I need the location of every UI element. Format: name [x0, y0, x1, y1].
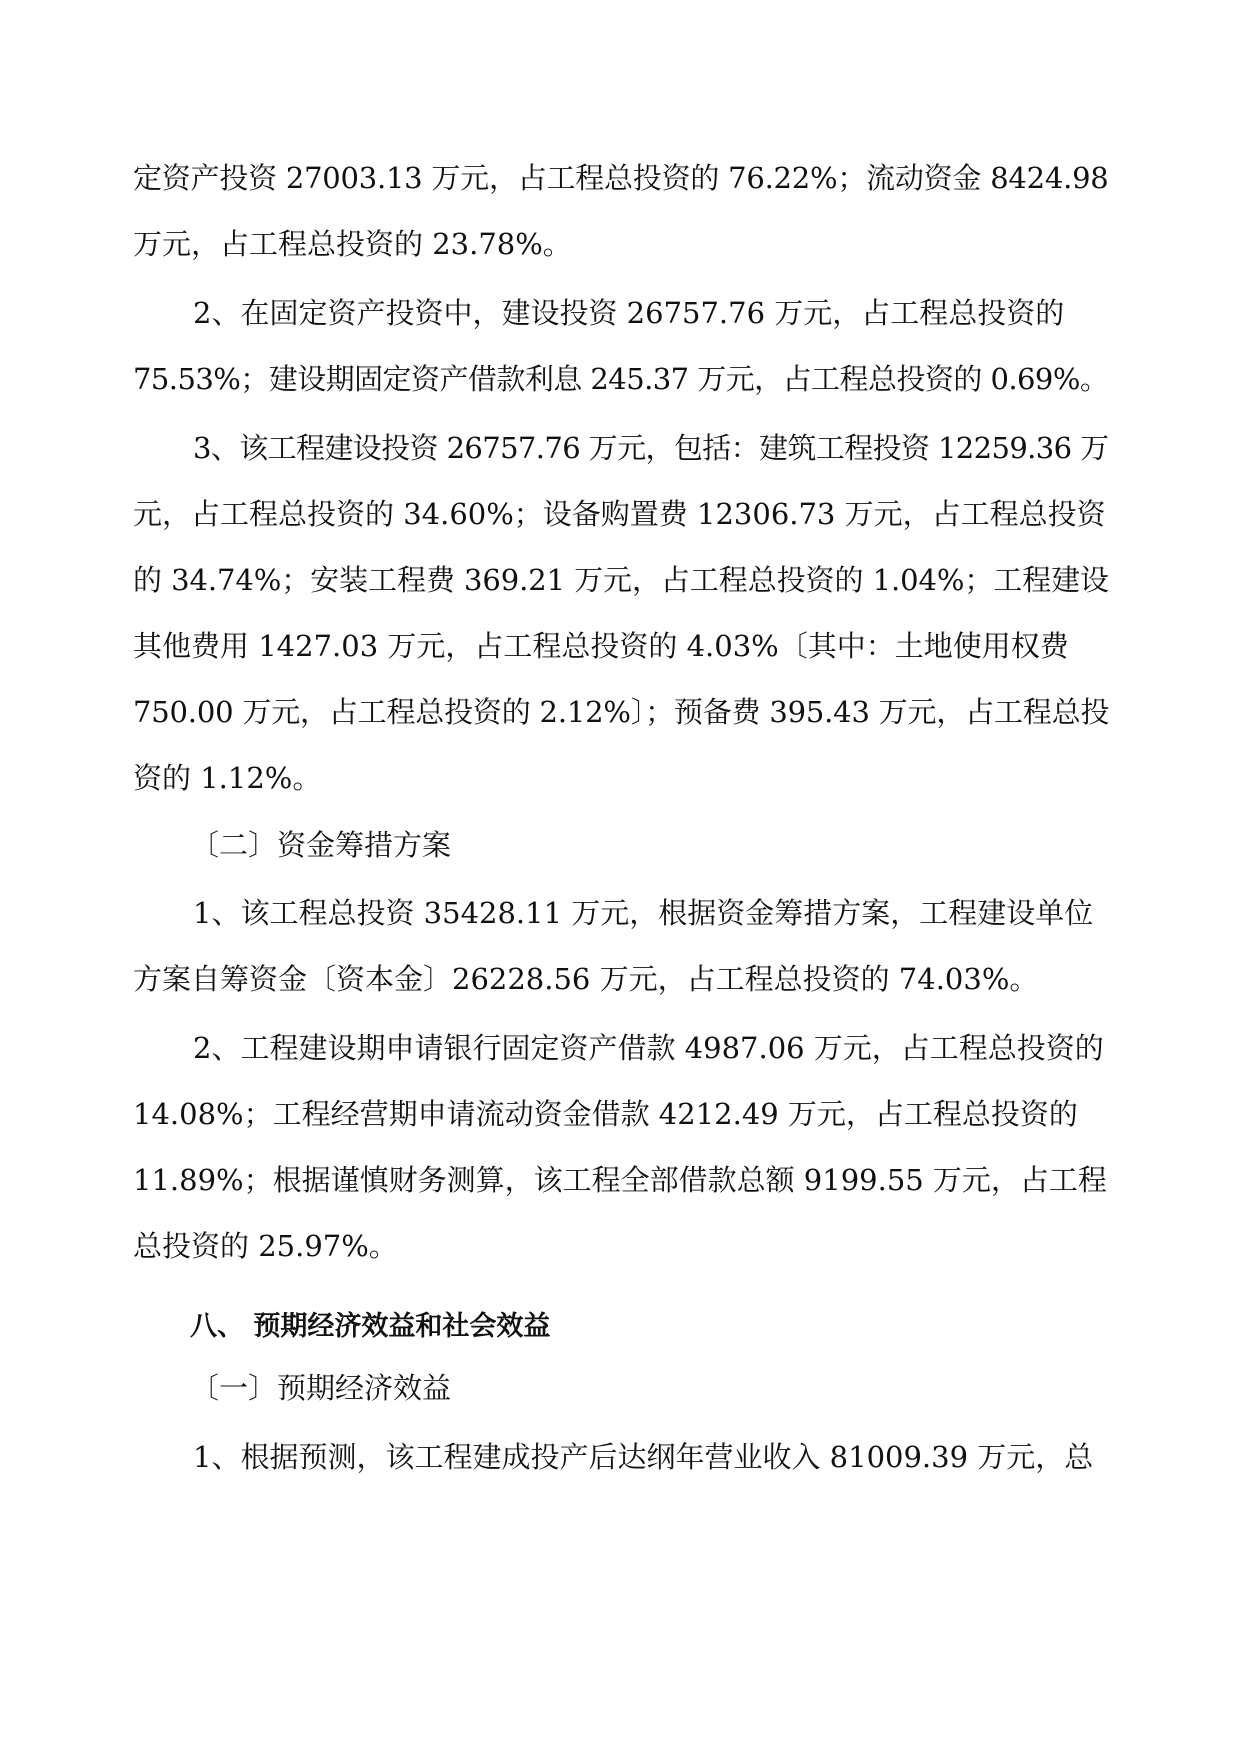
- paragraph-1-line-1: 定资产投资 27003.13 万元，占工程总投资的 76.22%；流动资金 8424.98: [133, 161, 1109, 195]
- section-heading-funding-plan: 〔二〕资金筹措方案: [190, 828, 452, 862]
- paragraph-6-line-1: 1、根据预测，该工程建成投产后达纲年营业收入 81009.39 万元，总: [193, 1440, 1094, 1474]
- paragraph-5-line-4: 总投资的 25.97%。: [133, 1229, 398, 1263]
- section-heading-expected-economic-benefits: 〔一〕预期经济效益: [190, 1371, 452, 1405]
- paragraph-3-line-2: 元，占工程总投资的 34.60%；设备购置费 12306.73 万元，占工程总投资: [133, 497, 1106, 531]
- paragraph-5-line-2: 14.08%；工程经营期申请流动资金借款 4212.49 万元，占工程总投资的: [133, 1097, 1078, 1131]
- paragraph-3-line-1: 3、该工程建设投资 26757.76 万元，包括：建筑工程投资 12259.36 万: [193, 431, 1109, 465]
- paragraph-4-line-2: 方案自筹资金〔资本金〕26228.56 万元，占工程总投资的 74.03%。: [133, 962, 1039, 996]
- paragraph-3-line-3: 的 34.74%；安装工程费 369.21 万元，占工程总投资的 1.04%；工程建设: [133, 563, 1109, 597]
- paragraph-5-line-1: 2、工程建设期申请银行固定资产借款 4987.06 万元，占工程总投资的: [193, 1031, 1104, 1065]
- paragraph-5-line-3: 11.89%；根据谨慎财务测算，该工程全部借款总额 9199.55 万元，占工程: [133, 1163, 1107, 1197]
- paragraph-2-line-2: 75.53%；建设期固定资产借款利息 245.37 万元，占工程总投资的 0.69%。: [133, 362, 1109, 396]
- paragraph-2-line-1: 2、在固定资产投资中，建设投资 26757.76 万元，占工程总投资的: [193, 296, 1065, 330]
- chapter-heading-economic-social-benefits: 八、 预期经济效益和社会效益: [190, 1311, 551, 1342]
- paragraph-3-line-6: 资的 1.12%。: [133, 761, 322, 795]
- paragraph-3-line-5: 750.00 万元，占工程总投资的 2.12%〕；预备费 395.43 万元，占工程总投: [133, 695, 1110, 729]
- paragraph-4-line-1: 1、该工程总投资 35428.11 万元，根据资金筹措方案，工程建设单位: [193, 896, 1094, 930]
- paragraph-1-line-2: 万元，占工程总投资的 23.78%。: [133, 227, 572, 261]
- paragraph-3-line-4: 其他费用 1427.03 万元，占工程总投资的 4.03%〔其中：土地使用权费: [133, 629, 1069, 663]
